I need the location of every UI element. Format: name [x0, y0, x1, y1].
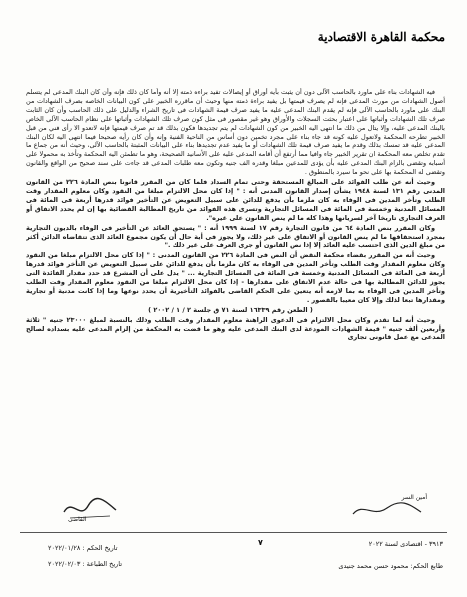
footer-divider	[20, 532, 447, 533]
secretary-label: أمين السر	[401, 494, 427, 501]
signature-area	[60, 494, 427, 524]
judgment-date: تاريخ الحكم : ٢٠٢٢/٠١/٢٨	[48, 544, 118, 552]
paragraph-4: وحيث أنه من المقرر بقضاء محكمة النقض أن النص فى المادة ٢٢٦ من القانون المدنى : " إذا كان محل الالتزام مبلغا من النقود وكان معلوم المقدار وقت الطلب وتأخر المدين فى الوفاء به كان ملزما بأن يدفع للدائن على سبيل التعويض عن التأخر فوائد قدرها أربعة فى المائة فى المسائل المدنية وخمسة فى المائة فى المسائل التجارية ... " يدل على أن المشرع قد حدد مقدار الفائدة التى يجوز للدائن المطالبة بها فى حالة عدم الاتفاق على مقدارها - إذا كان محل الالتزام مبلغا من النقود معلوم المقدار وقت الطلب وتأخر المدين فى الوفاء به بما لازمه أنه يتعين على الحكم القاضى بالفوائد التأخيرية أن يحدد نوعها وما إذا كانت مدنية أو تجارية ومقدارها تبعا لذلك وإلا كان معيبا بالقصور .	[26, 251, 445, 304]
case-number: ٣٩١٣ - اقتصادى لسنة ٢٠٢٢	[368, 540, 443, 548]
typist-name: طابع الحكم: محمود حسن محمد جنيدى	[338, 562, 443, 570]
paragraph-2: وحيث أنه عن طلب الفوائد على المبالغ المستحقة وحتى تمام السداد فلما كان من المقرر قانونا بنص المادة ٢٢٦ من القانون المدنى رقم ١٣١ لسنة ١٩٤٨ يشأن إصدار القانون المدنى أنه : " إذا كان محل الالتزام مبلغا من النقود وكان معلوم المقدار وقت الطلب وتأخر المدين فى الوفاء به كان ملزما بأن يدفع للدائن على سبيل التعويض عن التأخير فوائد قدرها أربعة فى المائة فى المسائل المدنية وخمسة فى المائة فى المسائل التجارية وتسرى هذه الفوائد من تاريخ المطالبة القضائية بها إن لم يحدد الاتفاق أو العرف التجارى تاريخا آخر لسريانها وهذا كله ما لم ينص القانون على غيره".	[26, 178, 445, 222]
paragraph-1: فيه الشهادات بناء على ماورد بالحاسب الآلى دون أن يثبت بأيه أوراق أو إيصالات تفيد براءه ذمته إلا أنه وأما كان ذلك فإنه وأن كان البنك المدعى لم يتسلم أصول الشهادات من مورث المدعى فإنه لم يصرف قيمتها بل يفيد براءة ذمته منها وحيث أن ماقرره الخبير على كون البيانات الخاصه بصرف الشهادات من البنك على ماورد بالحاسب الآلى فإنه لم يقدم البنك المدعى عليه ما يفيد صرف قيمة الشهادات فى تاريخ الشراء والدليل على ذلك الحاسب وأن كان الثابت صرف تلك الشهادات وأثباتها على اعتبار بحثت السجلات والأوراق وهو غير مقصور فى مثل كون صرف تلك الشهادات وأثباتها على نظام الحاسب الآلى الخاص بالبنك المدعى عليه، وإلا يتال من ذلك ما انتهى اليه الخبير من كون الشهادات لم يتم تجديدها فكون بذلك قد تم صرف قيمتها فإنه لاتعدو الا رأى فني من قبل الخبير تطرحه المحكمة ولاتعول عليه كونه قد جاء بناء على مجرد تخمين دون أساس من الناحية الفنية وإنه وأن كان رأيه صحيحا فيما انتهى اليه لكان البنك المدعى عليه قد تمسك بذلك وقدم ما يفيد صرف قيمة تلك الشهادات أو ما يفيد عدم تجديدها بناء على البيانات المثبتة بالحاسب الآلى، وحيث أنه من جماع ما تقدم تخلص معه المحكمة ان تقرير الخبير جاء وافيا مما أرتفع أن أقامه المدعى عليه على الأسانيد الصحيحة، وهو ما تطمئن اليه المحكمة وتأخذ به محمولا على أسبابه وتقضى بالزام البنك المدعى عليه بأن يؤدى للمدعين مبلغا وقدره الف جنيه وتكون معه طلبات المدعى قد جاءت على سند صحيح من الواقع والقانون وتقضى له المحكمة بها على نحو ما سيرد بالمنطوق .	[26, 88, 445, 177]
court-header-title: محكمة القاهرة الاقتصادية	[317, 30, 445, 44]
paragraph-3: وكان المقرر بنص المادة ٦٤ من قانون التجارة رقم ١٧ لسنة ١٩٩٩ أنه : " يستحق العائد عن التأخير فى الوفاء بالديون التجارية بمجرد استحقاقها ما لم ينص القانون أو الاتفاق على غير ذلك، ولا يجوز فى أية حال أن يكون مجموع العائد الذى تتقاضاه الدائن أكثر من مبلغ الدين الذى احتسب عليه العائد إلا إذا نص القانون أو جرى العرف على غير ذلك ."	[26, 223, 445, 250]
judge-signature	[60, 494, 120, 524]
judge-label: القاضى	[68, 516, 87, 523]
print-date: تاريخ الطباعة : ٢٠٢٢/٠٢/٠٣	[48, 560, 123, 568]
judgment-body	[26, 88, 445, 508]
paragraph-5: وحيث أنه لما تقدم وكان محل الالتزام فى الدعوى الراهنة معلوم المقدار وقت الطلب وذلك بالنسبة لمبلغ ٢٣٠٠٠ جنيه " ثلاثة وأربعين ألف جنيه " قيمة الشهادات المودعة لدى البنك المدعى عليه وهو ما قضت به المحكمة من إلزام المدعى عليه بسداده لصالح المدعى مع عمل قانونى تجارى	[26, 315, 445, 342]
page-number: ٧	[258, 538, 263, 547]
citation: ( الطعن رقم ١٦٣٣٩ لسنة ٧١ ق جلسة ٢ / ١ / ٢٠٠٢ )	[148, 305, 313, 314]
secretary-signature	[347, 494, 427, 524]
